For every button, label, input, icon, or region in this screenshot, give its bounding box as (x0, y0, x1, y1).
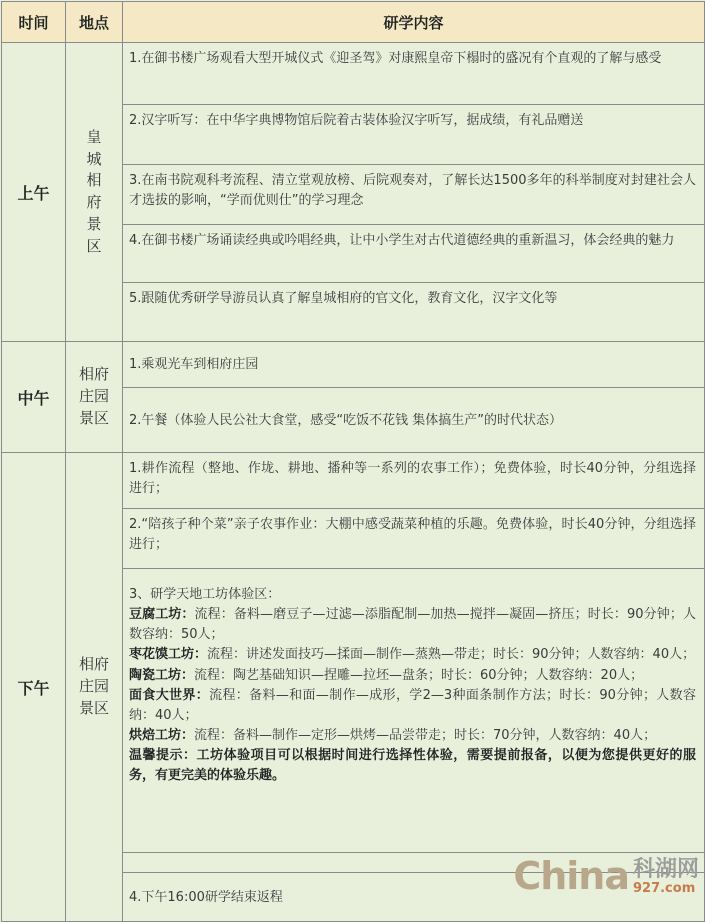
time-noon: 中午 (2, 342, 66, 453)
location-char: 皇 (86, 127, 102, 146)
location-char: 区 (86, 236, 102, 255)
location-char: 相 (86, 171, 102, 190)
morning-item-2: 2.汉字听写：在中华字典博物馆后院着古装体验汉字听写，据成绩，有礼品赠送 (123, 105, 705, 165)
china-927-watermark (513, 854, 699, 898)
workshop-desc: 流程：备料—磨豆子—过滤—添脂配制—加热—搅拌—凝固—挤压；时长：90分钟；人数容纳：50人； (129, 607, 696, 643)
morning-item-1: 1.在御书楼广场观看大型开城仪式《迎圣驾》对康熙皇帝下榻时的盛况有个直观的了解与感受 (123, 43, 705, 105)
workshop-entry (129, 686, 696, 726)
workshop-name: 枣花馍工坊： (129, 647, 208, 663)
location-noon (66, 342, 123, 453)
noon-item-2: 2.午餐（体验人民公社大食堂，感受“吃饭不花钱 集体搞生产”的时代状态） (123, 388, 705, 453)
workshop-desc: 流程：讲述发面技巧—揉面—制作—蒸熟—带走；时长：90分钟；人数容纳：40人； (207, 647, 696, 663)
workshop-section-title: 3、研学天地工坊体验区： (129, 587, 281, 602)
noon-item-1: 1.乘观光车到相府庄园 (123, 342, 705, 388)
location-line: 庄园 (78, 677, 109, 696)
workshop-name: 豆腐工坊： (129, 607, 195, 623)
workshop-desc: 流程：备料—制作—定形—烘烤—品尝带走；时长：70分钟，人数容纳：40人； (194, 727, 657, 743)
location-line: 景区 (78, 408, 109, 427)
table-row (2, 43, 705, 105)
location-char: 景 (86, 214, 102, 233)
time-morning: 上午 (2, 43, 66, 342)
afternoon-item-2: 2.“陪孩子种个菜”亲子农事作业：大棚中感受蔬菜种植的乐趣。免费体验，时长40分钟，分组选择进行； (123, 509, 705, 569)
morning-item-4: 4.在御书楼广场诵读经典或吟唱经典，让中小学生对古代道德经典的重新温习，体会经典的魅力 (123, 225, 705, 283)
warm-tip: 温馨提示：工坊体验项目可以根据时间进行选择性体验，需要提前报备，以便为您提供更好的服务，有更完美的体验乐趣。 (129, 748, 696, 784)
location-char: 城 (86, 149, 102, 168)
schedule-table (1, 1, 705, 922)
workshop-entry (129, 605, 696, 645)
location-line: 庄园 (78, 387, 109, 406)
morning-item-3: 3.在南书院观科考流程、清立堂观放榜、后院观奏对，了解长达1500多年的科举制度对封建社会人才选拔的影响，“学而优则仕”的学习理念 (123, 165, 705, 225)
location-line: 相府 (78, 365, 109, 384)
location-line: 相府 (78, 655, 109, 674)
location-line: 景区 (78, 698, 109, 717)
watermark-china-text: China (513, 854, 629, 898)
morning-item-5: 5.跟随优秀研学导游员认真了解皇城相府的官文化，教育文化，汉字文化等 (123, 283, 705, 342)
watermark-cn-text: 科湖网 (632, 856, 699, 882)
location-char: 府 (86, 193, 102, 211)
workshop-name: 烘焙工坊： (129, 727, 195, 743)
header-content: 研学内容 (123, 2, 705, 43)
afternoon-item-3 (123, 569, 705, 853)
table-row (2, 342, 705, 388)
table-row (2, 453, 705, 509)
workshop-desc: 流程：备料—和面—制作—成形，学2—3种面条制作方法；时长：90分钟；人数容纳：40人； (129, 687, 696, 723)
workshop-name: 陶瓷工坊： (129, 667, 195, 683)
afternoon-item-1: 1.耕作流程（整地、作垅、耕地、播种等一系列的农事工作）；免费体验，时长40分钟，分组选择进行； (123, 453, 705, 509)
workshop-desc: 流程：陶艺基础知识—捏雕—拉坯—盘条；时长：60分钟；人数容纳：20人； (194, 667, 644, 683)
header-time: 时间 (2, 2, 66, 43)
header-location: 地点 (66, 2, 123, 43)
workshop-entry (129, 726, 696, 746)
workshop-entry (129, 666, 696, 686)
location-morning (66, 43, 123, 342)
afternoon-item-4: 4.下午16:00研学结束返程 (123, 873, 705, 922)
workshop-name: 面食大世界： (129, 687, 210, 703)
time-afternoon: 下午 (2, 453, 66, 922)
header-row (2, 2, 705, 43)
watermark-domain-text: 927.com (632, 881, 696, 896)
location-afternoon (66, 453, 123, 922)
workshop-entry (129, 645, 696, 665)
